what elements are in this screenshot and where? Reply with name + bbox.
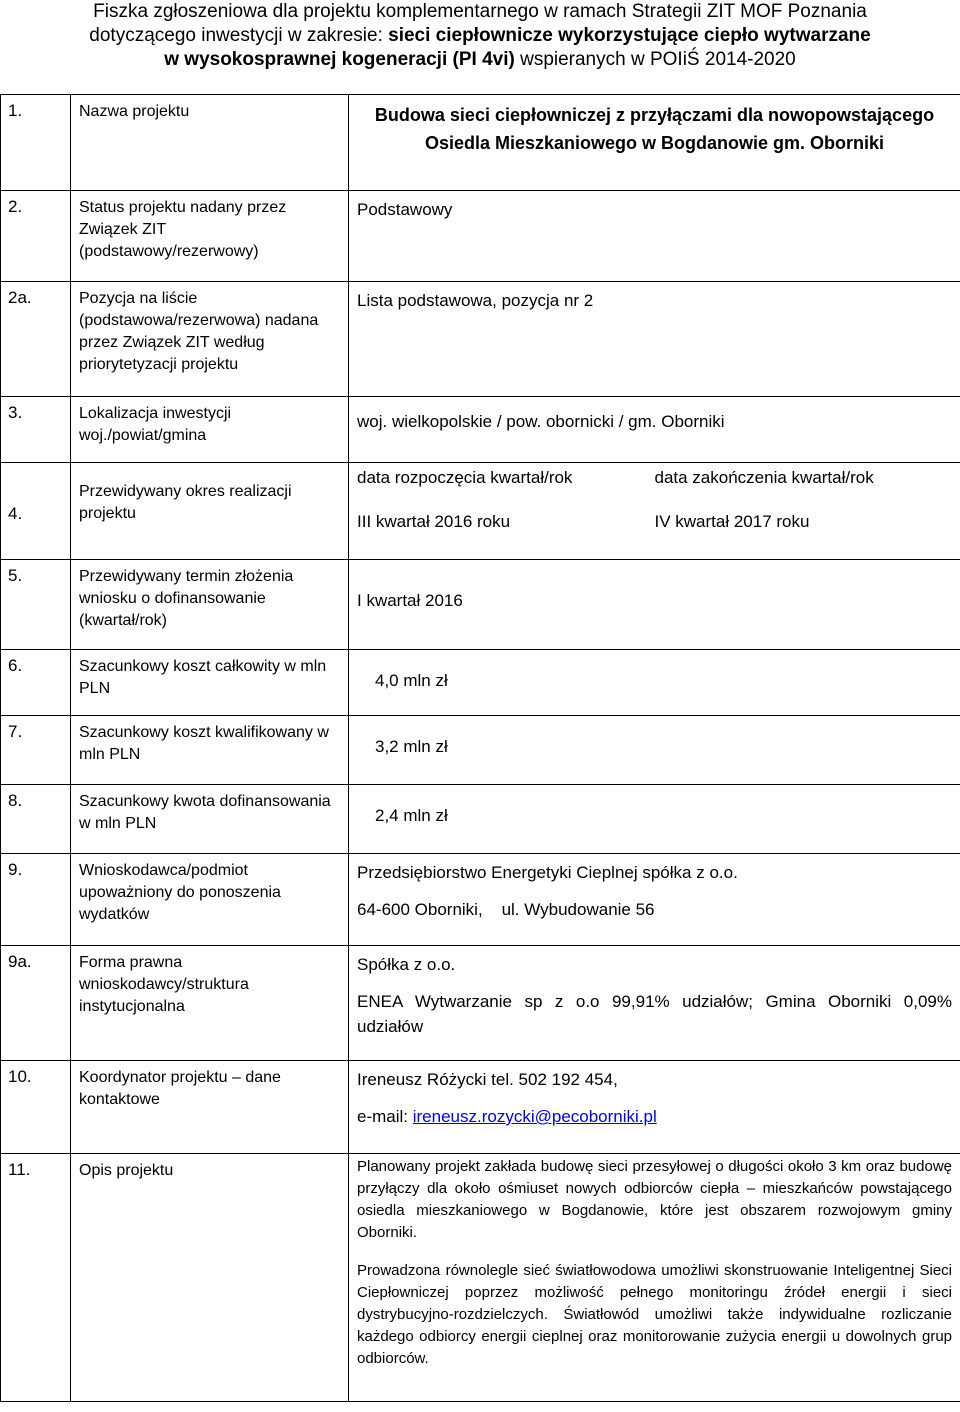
end-date-label: data zakończenia kwartał/rok	[654, 468, 874, 487]
row-number: 9a.	[1, 946, 71, 1061]
row-number: 2a.	[1, 282, 71, 397]
eligible-cost-value: 3,2 mln zł	[349, 716, 960, 785]
row-number: 10.	[1, 1061, 71, 1154]
row-number: 9.	[1, 854, 71, 946]
location-value: woj. wielkopolskie / pow. obornicki / gm. Oborniki	[349, 397, 960, 463]
end-date-value: IV kwartał 2017 roku	[654, 512, 810, 531]
row-label: Przewidywany termin złożenia wniosku o dofinansowanie (kwartał/rok)	[71, 560, 349, 650]
description-paragraph-1: Planowany projekt zakłada budowę sieci przesyłowej o długości około 3 km oraz budowę przyłączy dla około ośmiuset nowych odbiorców ciepła – mieszkańców powstającego osiedla mieszkaniowego w Bogdanowie, które jest obszarem rozwojowym gminy Oborniki.	[357, 1158, 952, 1241]
coordinator-name-phone: Ireneusz Różycki tel. 502 192 454,	[357, 1070, 618, 1089]
applicant-address: 64-600 Oborniki, ul. Wybudowanie 56	[357, 900, 655, 919]
project-name-value: Budowa sieci ciepłowniczej z przyłączami dla nowopowstającego Osiedla Mieszkaniowego w Bogdanowie gm. Oborniki	[374, 105, 935, 153]
row-list-position	[1, 282, 960, 397]
header-line-3: w wysokosprawnej kogeneracji (PI 4vi) wspieranych w POIiŚ 2014-2020	[164, 49, 796, 70]
row-description	[1, 1154, 960, 1402]
row-application-date	[1, 560, 960, 650]
funding-amount-value: 2,4 mln zł	[349, 785, 960, 854]
row-number: 11.	[1, 1154, 71, 1402]
row-label: Lokalizacja inwestycji woj./powiat/gmina	[71, 397, 349, 463]
row-label: Pozycja na liście (podstawowa/rezerwowa) nadana przez Związek ZIT według priorytetyzacji projektu	[71, 282, 349, 397]
coordinator-email: e-mail: ireneusz.rozycki@pecoborniki.pl	[357, 1107, 657, 1126]
row-number: 6.	[1, 650, 71, 716]
row-number: 5.	[1, 560, 71, 650]
form-header	[0, 0, 960, 72]
row-realization-period	[1, 463, 960, 560]
header-line-2: dotyczącego inwestycji w zakresie: sieci ciepłownicze wykorzystujące ciepło wytwarzane	[89, 25, 871, 46]
row-total-cost	[1, 650, 960, 716]
row-eligible-cost	[1, 716, 960, 785]
row-label: Szacunkowy kwota dofinansowania w mln PLN	[71, 785, 349, 854]
row-label: Szacunkowy koszt całkowity w mln PLN	[71, 650, 349, 716]
row-funding-amount	[1, 785, 960, 854]
row-number: 7.	[1, 716, 71, 785]
header-line-1: Fiszka zgłoszeniowa dla projektu komplementarnego w ramach Strategii ZIT MOF Poznania	[93, 1, 867, 22]
row-label: Nazwa projektu	[71, 95, 349, 191]
row-label: Szacunkowy koszt kwalifikowany w mln PLN	[71, 716, 349, 785]
row-number: 4.	[1, 463, 71, 560]
total-cost-value: 4,0 mln zł	[349, 650, 960, 716]
row-number: 2.	[1, 191, 71, 282]
row-label: Koordynator projektu – dane kontaktowe	[71, 1061, 349, 1154]
start-date-value: III kwartał 2016 roku	[357, 512, 511, 531]
application-date-value: I kwartał 2016	[349, 560, 960, 650]
row-number: 3.	[1, 397, 71, 463]
row-legal-form	[1, 946, 960, 1061]
project-form-table	[0, 94, 960, 1402]
project-status-value: Podstawowy	[349, 191, 960, 282]
start-date-label: data rozpoczęcia kwartał/rok	[357, 468, 573, 487]
row-label: Status projektu nadany przez Związek ZIT (podstawowy/rezerwowy)	[71, 191, 349, 282]
row-coordinator	[1, 1061, 960, 1154]
ownership-structure: ENEA Wytwarzanie sp z o.o 99,91% udziałów; Gmina Oborniki 0,09% udziałów	[357, 992, 952, 1036]
row-label: Przewidywany okres realizacji projektu	[71, 463, 349, 560]
row-applicant	[1, 854, 960, 946]
legal-form-value: Spółka z o.o.	[357, 955, 456, 974]
list-position-value: Lista podstawowa, pozycja nr 2	[349, 282, 960, 397]
row-number: 8.	[1, 785, 71, 854]
row-label: Forma prawna wnioskodawcy/struktura instytucjonalna	[71, 946, 349, 1061]
row-project-status	[1, 191, 960, 282]
row-label: Wnioskodawca/podmiot upoważniony do ponoszenia wydatków	[71, 854, 349, 946]
row-number: 1.	[1, 95, 71, 191]
email-link[interactable]: ireneusz.rozycki@pecoborniki.pl	[412, 1107, 657, 1126]
description-paragraph-2: Prowadzona równolegle sieć światłowodowa umożliwi skonstruowanie Inteligentnej Sieci Ciepłowniczej poprzez możliwość pełnego monitoringu źródeł energii i sieci dystrybucyjno-rozdzielczych. Światłowód umożliwi także indywidualne rozliczanie każdego odbiorcy energii cieplnej oraz monitorowanie zużycia energii u dowolnych grup odbiorców.	[357, 1262, 952, 1367]
applicant-name: Przedsiębiorstwo Energetyki Cieplnej spółka z o.o.	[357, 863, 738, 882]
row-location	[1, 397, 960, 463]
row-label: Opis projektu	[71, 1154, 349, 1402]
row-project-name	[1, 95, 960, 191]
